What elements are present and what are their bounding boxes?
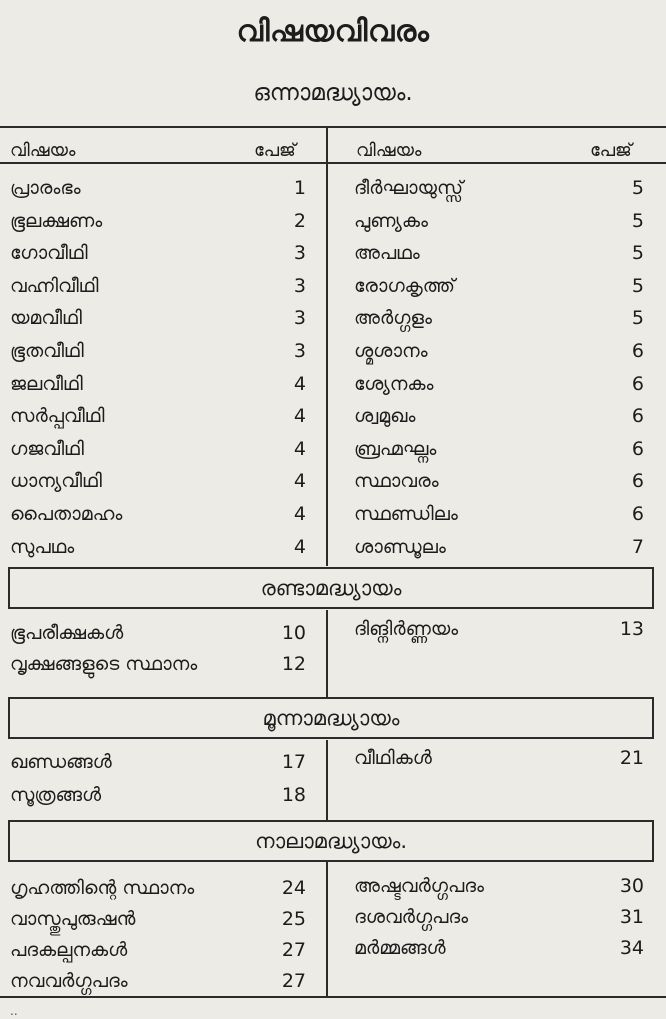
chapter3-heading: മൂന്നാമദ്ധ്യായം: [8, 697, 654, 739]
toc-entry-title: വഹ്നിവീഥി: [10, 274, 99, 297]
toc-entry-title: ദീർഘായുസ്സ്: [354, 177, 464, 199]
toc-entry-page-number: 6: [631, 372, 644, 395]
toc-entry-page-number: 10: [281, 622, 306, 644]
header-right-subject: വിഷയം: [356, 140, 422, 161]
toc-entry-title: പ്രാരംഭം: [10, 177, 81, 199]
toc-entry-title: വീഥികൾ: [354, 747, 432, 769]
toc-entry-page-number: 1: [293, 177, 306, 199]
toc-entry-title: ബ്രഹ്മഘ്നം: [354, 437, 437, 460]
toc-entry-page-number: 3: [293, 242, 306, 265]
toc-entry: [10, 400, 306, 432]
toc-entry-page-number: 4: [293, 535, 306, 558]
toc-entry-title: അപഥം: [354, 242, 420, 265]
toc-entry: [354, 335, 644, 367]
toc-entry: [10, 531, 306, 563]
toc-entry: [354, 205, 644, 237]
toc-entry-page-number: 30: [619, 875, 644, 897]
toc-entry-title: അഷ്ടവർഗ്ഗപദം: [354, 875, 484, 897]
toc-entry-title: സൂത്രങ്ങൾ: [10, 784, 102, 806]
toc-entry: [10, 872, 306, 904]
toc-entry-page-number: 4: [293, 437, 306, 460]
toc-entry: [354, 172, 644, 204]
toc-entry-page-number: 25: [281, 908, 306, 930]
toc-entry-title: ശ്മശാനം: [354, 340, 428, 362]
toc-entry-page-number: 5: [631, 274, 644, 297]
chapter4-heading: നാലാമദ്ധ്യായം.: [8, 820, 654, 862]
toc-entry-page-number: 3: [293, 340, 306, 362]
toc-entry-page-number: 5: [631, 209, 644, 232]
toc-entry: [354, 870, 644, 902]
toc-entry: [10, 498, 306, 530]
toc-entry-page-number: 18: [281, 784, 306, 806]
toc-entry-title: ഭൂലക്ഷണം: [10, 209, 103, 232]
toc-entry-title: ശ്വമുഖം: [354, 405, 416, 428]
toc-entry-title: ധാന്യവീഥി: [10, 470, 102, 493]
toc-entry-title: പദകല്പനകൾ: [10, 939, 128, 961]
toc-entry-title: വൃക്ഷങ്ങളുടെ സ്ഥാനം: [10, 653, 198, 675]
toc-entry-page-number: 24: [281, 877, 306, 899]
toc-entry-title: ഖണ്ഡങ്ങൾ: [10, 751, 112, 773]
header-left-page: പേജ്: [254, 140, 296, 161]
toc-entry-title: ജലവീഥി: [10, 372, 83, 395]
toc-entry-title: ഭൂതവീഥി: [10, 340, 84, 362]
toc-entry-page-number: 6: [631, 503, 644, 525]
toc-entry-title: അർഗ്ഗളം: [354, 307, 432, 330]
toc-entry-page-number: 21: [619, 747, 644, 769]
toc-entry-title: ശാണ്ഡൂലം: [354, 535, 446, 558]
toc-entry-page-number: 4: [293, 405, 306, 428]
toc-entry: [354, 742, 644, 774]
toc-entry-page-number: 13: [619, 618, 644, 640]
toc-entry: [354, 901, 644, 933]
toc-entry-title: ഗോവീഥി: [10, 242, 88, 265]
column-divider-chapter1: [326, 126, 328, 566]
column-divider-chapter3: [326, 740, 328, 820]
toc-entry-title: പൈതാമഹം: [10, 503, 123, 525]
toc-entry-page-number: 2: [293, 209, 306, 232]
toc-entry: [10, 617, 306, 649]
toc-entry-title: ദശവർഗ്ഗപദം: [354, 906, 469, 928]
toc-entry: [10, 302, 306, 334]
toc-entry-title: യമവീഥി: [10, 307, 82, 330]
toc-entry-page-number: 6: [631, 437, 644, 460]
toc-entry-title: ഭൂപരീക്ഷകൾ: [10, 622, 124, 644]
header-left-subject: വിഷയം: [10, 140, 76, 161]
toc-entry-title: വാസ്തുപുരുഷൻ: [10, 908, 136, 930]
toc-entry-title: സർപ്പവീഥി: [10, 405, 105, 428]
toc-entry: [354, 433, 644, 465]
toc-entry-page-number: 12: [281, 653, 306, 675]
toc-entry-page-number: 3: [293, 274, 306, 297]
toc-entry-title: സ്ഥണ്ഡിലം: [354, 503, 458, 525]
toc-entry: [10, 335, 306, 367]
toc-entry: [10, 237, 306, 269]
toc-entry: [10, 172, 306, 204]
toc-entry-page-number: 31: [619, 906, 644, 928]
toc-entry: [354, 498, 644, 530]
toc-entry-page-number: 34: [619, 937, 644, 959]
toc-entry: [10, 903, 306, 935]
toc-entry: [10, 965, 306, 997]
toc-entry: [354, 613, 644, 645]
toc-entry-title: ശ്യേനകം: [354, 372, 434, 395]
toc-entry-page-number: 7: [631, 535, 644, 558]
header-right-page: പേജ്: [590, 140, 632, 161]
toc-entry-page-number: 5: [631, 177, 644, 199]
toc-entry-page-number: 6: [631, 340, 644, 362]
toc-entry: [10, 465, 306, 497]
chapter1-heading: ഒന്നാമദ്ധ്യായം.: [253, 80, 413, 106]
toc-entry: [354, 531, 644, 563]
toc-entry: [354, 400, 644, 432]
toc-entry: [10, 934, 306, 966]
toc-entry-page-number: 27: [281, 939, 306, 961]
column-divider-chapter4: [326, 862, 328, 996]
toc-entry-title: മർമ്മങ്ങൾ: [354, 937, 446, 959]
chapter2-heading: രണ്ടാമദ്ധ്യായം: [8, 567, 654, 609]
toc-entry-title: സുപഥം: [10, 535, 75, 558]
toc-entry: [10, 746, 306, 778]
toc-entry: [354, 270, 644, 302]
toc-entry: [10, 648, 306, 680]
toc-entry: [10, 205, 306, 237]
toc-entry: [354, 237, 644, 269]
toc-entry: [354, 465, 644, 497]
toc-entry-page-number: 5: [631, 307, 644, 330]
toc-entry-title: ഗജവീഥി: [10, 437, 84, 460]
toc-entry-title: നവവർഗ്ഗപദം: [10, 970, 128, 992]
toc-entry-page-number: 6: [631, 405, 644, 428]
toc-entry: [354, 932, 644, 964]
toc-entry: [10, 270, 306, 302]
page-title: വിഷയവിവരം: [236, 14, 430, 49]
toc-entry-page-number: 4: [293, 470, 306, 493]
toc-entry-page-number: 4: [293, 503, 306, 525]
toc-entry-title: ഗൃഹത്തിന്റെ സ്ഥാനം: [10, 877, 195, 899]
toc-entry-page-number: 6: [631, 470, 644, 493]
header-rule: [0, 162, 666, 164]
toc-entry-page-number: 27: [281, 970, 306, 992]
toc-entry: [354, 368, 644, 400]
toc-entry-title: സ്ഥാവരം: [354, 470, 439, 493]
toc-entry-page-number: 5: [631, 242, 644, 265]
toc-entry-page-number: 3: [293, 307, 306, 330]
toc-entry: [10, 368, 306, 400]
toc-entry: [10, 779, 306, 811]
footer-mark: ..: [10, 1004, 18, 1018]
column-divider-chapter2: [326, 610, 328, 698]
toc-entry-title: പുണ്യകം: [354, 209, 428, 232]
toc-entry: [10, 433, 306, 465]
toc-entry: [354, 302, 644, 334]
toc-entry-page-number: 4: [293, 372, 306, 395]
toc-entry-page-number: 17: [281, 751, 306, 773]
toc-entry-title: ദിങ്നിർണ്ണയം: [354, 618, 459, 640]
toc-entry-title: രോഗകൃത്ത്: [354, 274, 455, 297]
top-rule: [0, 126, 666, 128]
